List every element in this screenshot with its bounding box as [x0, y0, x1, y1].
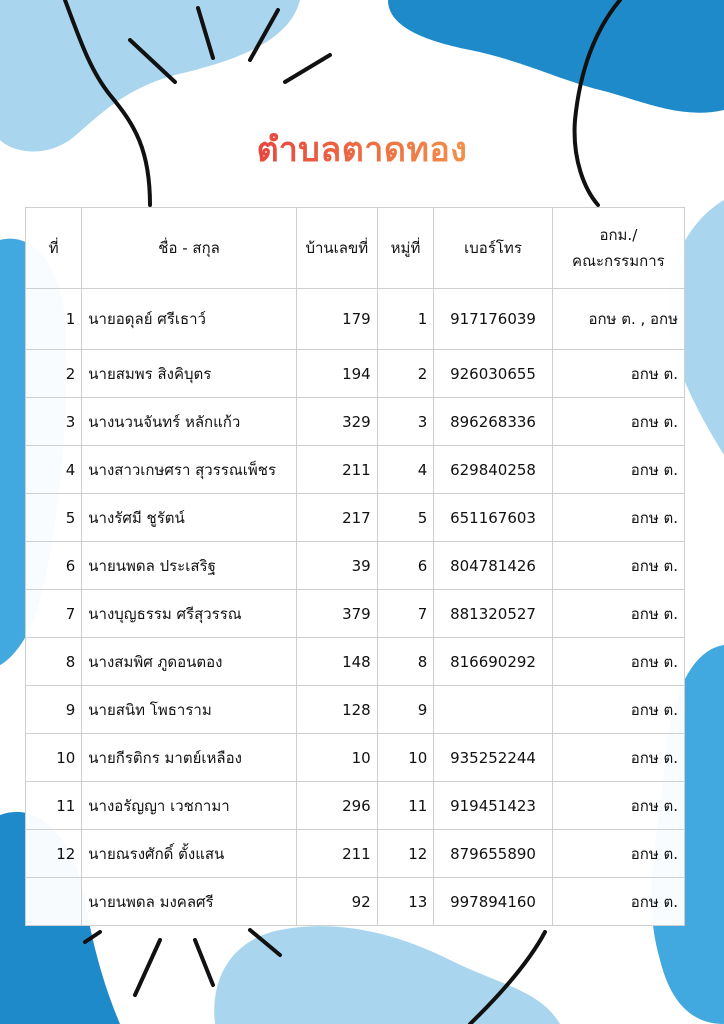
header-role-line1: อกม./ [599, 226, 638, 244]
cell-moo: 6 [377, 542, 434, 590]
cell-moo: 13 [377, 878, 434, 926]
cell-moo: 8 [377, 638, 434, 686]
cell-phone: 629840258 [434, 446, 552, 494]
cell-house: 10 [296, 734, 377, 782]
cell-role: อกษ ต. [552, 350, 684, 398]
cell-moo: 3 [377, 398, 434, 446]
cell-name: นางสาวเกษศรา สุวรรณเพ็ชร [82, 446, 297, 494]
header-moo: หมู่ที่ [377, 208, 434, 289]
table-row [26, 590, 685, 638]
cell-name: นางรัศมี ชูรัตน์ [82, 494, 297, 542]
cell-role: อกษ ต. [552, 782, 684, 830]
burst-6 [135, 940, 160, 995]
cell-moo: 2 [377, 350, 434, 398]
cell-role: อกษ ต. [552, 398, 684, 446]
cell-phone: 816690292 [434, 638, 552, 686]
table-row [26, 638, 685, 686]
cell-name: นายนพดล มงคลศรี [82, 878, 297, 926]
header-house: บ้านเลขที่ [296, 208, 377, 289]
table-row [26, 686, 685, 734]
cell-house: 379 [296, 590, 377, 638]
cell-house: 179 [296, 289, 377, 350]
cell-moo: 7 [377, 590, 434, 638]
cell-phone [434, 686, 552, 734]
cell-phone: 881320527 [434, 590, 552, 638]
cell-phone: 926030655 [434, 350, 552, 398]
cell-no: 11 [26, 782, 82, 830]
cell-house: 296 [296, 782, 377, 830]
cell-phone: 997894160 [434, 878, 552, 926]
burst-7 [195, 940, 213, 985]
cell-phone: 935252244 [434, 734, 552, 782]
table-row [26, 542, 685, 590]
cell-role: อกษ ต. [552, 638, 684, 686]
cell-phone: 879655890 [434, 830, 552, 878]
cell-no: 3 [26, 398, 82, 446]
cell-moo: 5 [377, 494, 434, 542]
cell-role: อกษ ต. [552, 542, 684, 590]
cell-role: อกษ ต. , อกษ [552, 289, 684, 350]
table-row [26, 878, 685, 926]
cell-no: 5 [26, 494, 82, 542]
cell-no: 2 [26, 350, 82, 398]
cell-name: นายกีรติกร มาตย์เหลือง [82, 734, 297, 782]
cell-house: 128 [296, 686, 377, 734]
table-header-row [26, 208, 685, 289]
cell-role: อกษ ต. [552, 686, 684, 734]
cell-role: อกษ ต. [552, 590, 684, 638]
cell-name: นายณรงศักดิ์ ตั้งแสน [82, 830, 297, 878]
cell-no [26, 878, 82, 926]
table-row [26, 494, 685, 542]
cell-no: 1 [26, 289, 82, 350]
cell-name: นางนวนจันทร์ หลักแก้ว [82, 398, 297, 446]
cell-role: อกษ ต. [552, 734, 684, 782]
cell-phone: 896268336 [434, 398, 552, 446]
table-row [26, 446, 685, 494]
cell-name: นางสมพิศ ภูดอนตอง [82, 638, 297, 686]
table-row [26, 830, 685, 878]
cell-moo: 9 [377, 686, 434, 734]
cell-house: 211 [296, 446, 377, 494]
header-role [552, 208, 684, 289]
cell-house: 194 [296, 350, 377, 398]
cell-name: นายสมพร สิงคิบุตร [82, 350, 297, 398]
header-name: ชื่อ - สกุล [82, 208, 297, 289]
cell-phone: 917176039 [434, 289, 552, 350]
page-title: ตำบลตาดทอง [256, 130, 468, 170]
header-phone: เบอร์โทร [434, 208, 552, 289]
cell-name: นายอดุลย์ ศรีเธาว์ [82, 289, 297, 350]
blob-bottom-center [214, 926, 560, 1024]
cell-house: 329 [296, 398, 377, 446]
cell-house: 148 [296, 638, 377, 686]
members-table [25, 207, 685, 926]
cell-moo: 10 [377, 734, 434, 782]
cell-moo: 1 [377, 289, 434, 350]
cell-house: 39 [296, 542, 377, 590]
cell-moo: 12 [377, 830, 434, 878]
header-no: ที่ [26, 208, 82, 289]
cell-house: 217 [296, 494, 377, 542]
cell-no: 9 [26, 686, 82, 734]
table-row [26, 782, 685, 830]
table-row [26, 289, 685, 350]
cell-phone: 651167603 [434, 494, 552, 542]
table-row [26, 734, 685, 782]
cell-role: อกษ ต. [552, 878, 684, 926]
cell-role: อกษ ต. [552, 494, 684, 542]
burst-4 [285, 55, 330, 82]
cell-moo: 11 [377, 782, 434, 830]
cell-role: อกษ ต. [552, 830, 684, 878]
cell-house: 211 [296, 830, 377, 878]
cell-name: นายนพดล ประเสริฐ [82, 542, 297, 590]
blob-top-right [388, 0, 724, 113]
cell-name: นางบุญธรรม ศรีสุวรรณ [82, 590, 297, 638]
cell-name: นางอรัญญา เวชกามา [82, 782, 297, 830]
cell-house: 92 [296, 878, 377, 926]
cell-role: อกษ ต. [552, 446, 684, 494]
cell-no: 10 [26, 734, 82, 782]
cell-no: 8 [26, 638, 82, 686]
cell-phone: 804781426 [434, 542, 552, 590]
cell-phone: 919451423 [434, 782, 552, 830]
header-role-line2: คณะกรรมการ [572, 252, 665, 270]
cell-moo: 4 [377, 446, 434, 494]
cell-no: 6 [26, 542, 82, 590]
table-row [26, 398, 685, 446]
cell-name: นายสนิท โพธาราม [82, 686, 297, 734]
table-row [26, 350, 685, 398]
cell-no: 4 [26, 446, 82, 494]
cell-no: 12 [26, 830, 82, 878]
cell-no: 7 [26, 590, 82, 638]
